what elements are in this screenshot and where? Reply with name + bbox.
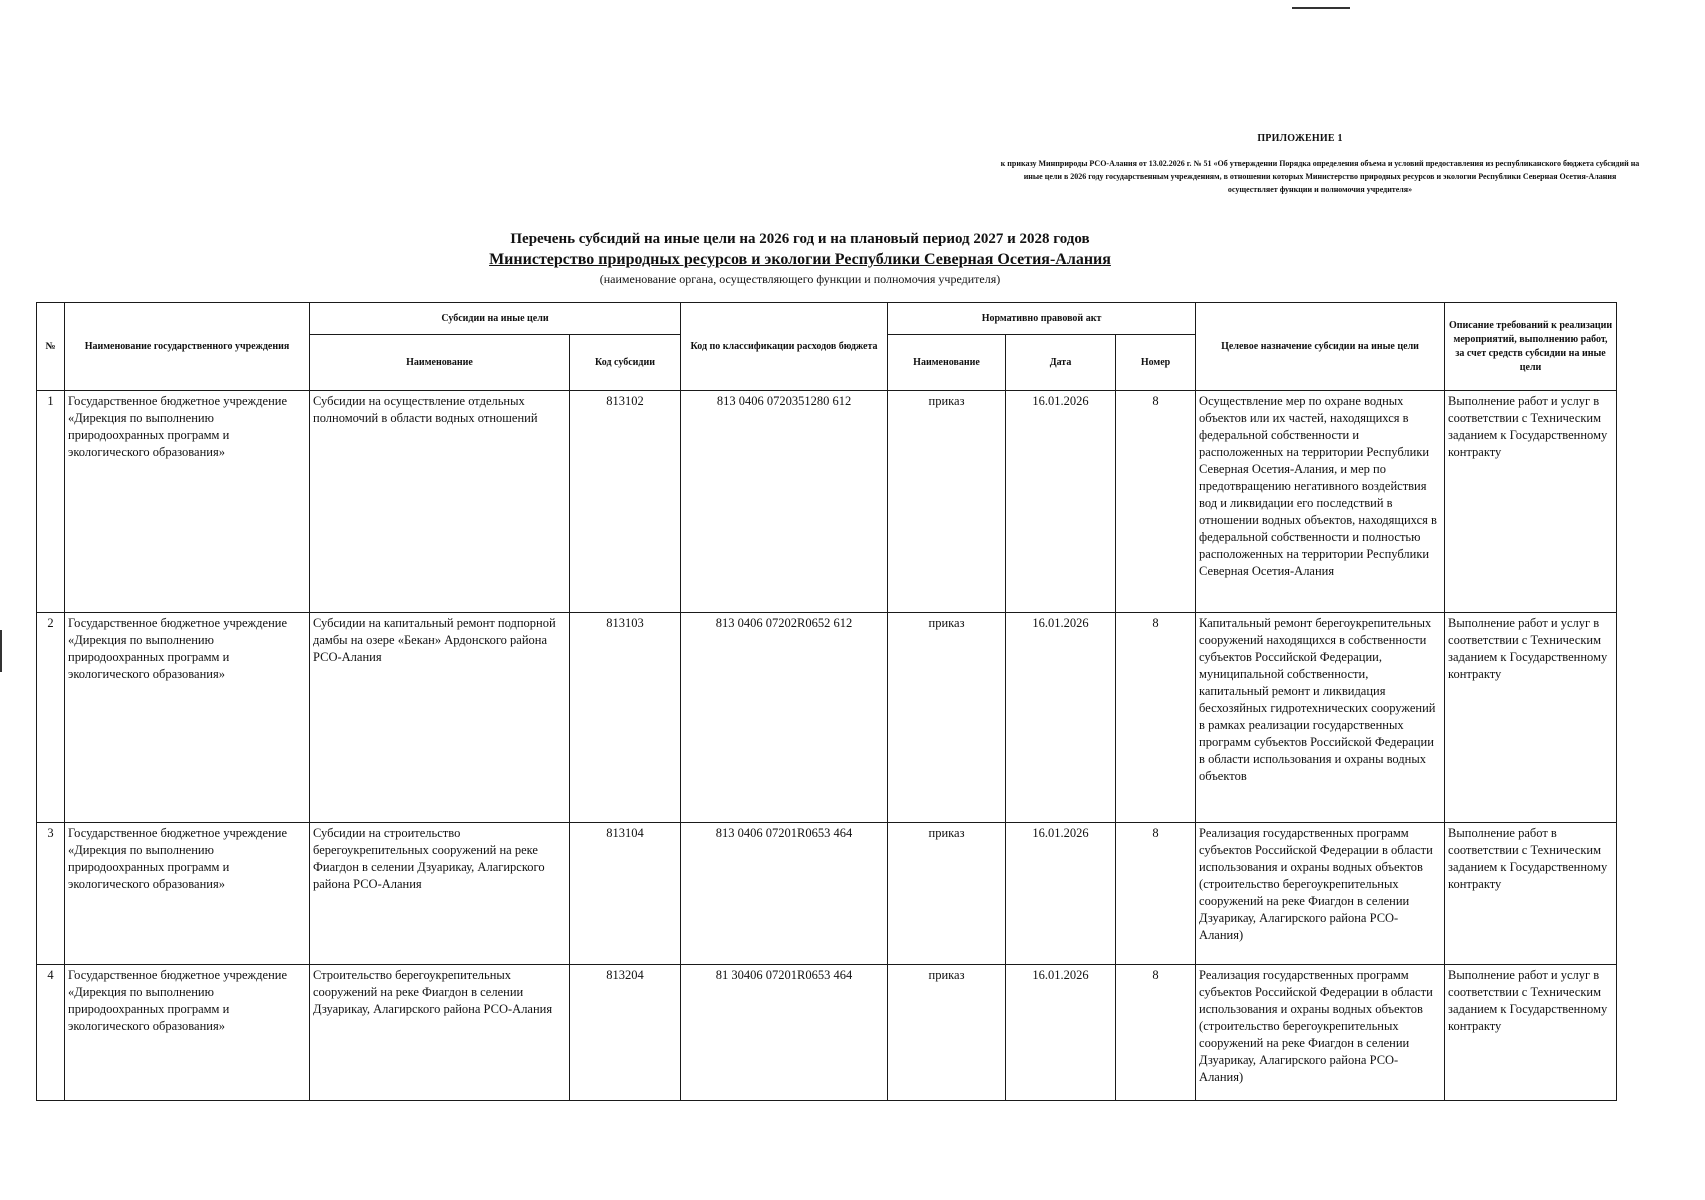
ministry-caption: (наименование органа, осуществляющего функции и полномочия учредителя) <box>599 272 1001 286</box>
row-act-date: 16.01.2026 <box>1006 823 1116 965</box>
row-institution: Государственное бюджетное учреждение «Дирекция по выполнению природоохранных программ и экологического образования» <box>65 823 310 965</box>
header-requirements: Описание требований к реализации мероприятий, выполнению работ, за счет средств субсидии на иные цели <box>1445 303 1617 391</box>
row-purpose: Реализация государственных программ субъектов Российской Федерации в области использования и охраны водных объектов (строительство берегоукрепительных сооружений на реке Фиагдон в селении Дзуарикау, Алагирского района РСО-Алания) <box>1196 965 1445 1101</box>
row-requirements: Выполнение работ и услуг в соответствии с Техническим заданием к Государственному контракту <box>1445 965 1617 1101</box>
row-budget-code: 813 0406 07202R0652 612 <box>681 613 888 823</box>
row-purpose <box>1196 391 1445 613</box>
table-row <box>37 613 1617 823</box>
header-institution: Наименование государственного учреждения <box>65 303 310 391</box>
row-subsidy-code: 813102 <box>570 391 681 613</box>
row-act-name: приказ <box>888 391 1006 613</box>
header-subsidies-group: Субсидии на иные цели <box>310 303 681 335</box>
table-row <box>37 823 1617 965</box>
row-budget-code: 813 0406 0720351280 612 <box>681 391 888 613</box>
row-subsidy-name: Субсидии на строительство берегоукрепительных сооружений на реке Фиагдон в селении Дзуарикау, Алагирского района РСО-Алания <box>310 823 570 965</box>
row-act-name: приказ <box>888 613 1006 823</box>
row-subsidy-name: Субсидии на капитальный ремонт подпорной дамбы на озере «Бекан» Ардонского района РСО-Алания <box>310 613 570 823</box>
table-row <box>37 391 1617 613</box>
table-row <box>37 965 1617 1101</box>
row-budget-code: 813 0406 07201R0653 464 <box>681 823 888 965</box>
row-act-name: приказ <box>888 823 1006 965</box>
row-subsidy-name: Субсидии на осуществление отдельных полномочий в области водных отношений <box>310 391 570 613</box>
header-act-name: Наименование <box>888 335 1006 391</box>
row-purpose: Капитальный ремонт берегоукрепительных сооружений находящихся в собственности субъектов Российской Федерации, муниципальной собственности, капитальный ремонт и ликвидация бесхозяйных гидротехнических сооружений в рамках реализации государственных программ субъектов Российской Федерации в области использования и охраны водных объектов <box>1196 613 1445 823</box>
row-requirements: Выполнение работ и услуг в соответствии с Техническим заданием к Государственному контракту <box>1445 391 1617 613</box>
row-act-number: 8 <box>1116 391 1196 613</box>
scan-artifact-margin-line <box>0 630 2 672</box>
document-title: Перечень субсидий на иные цели на 2026 год и на плановый период 2027 и 2028 годов <box>510 231 1090 247</box>
row-purpose: Реализация государственных программ субъектов Российской Федерации в области использования и охраны водных объектов (строительство берегоукрепительных сооружений на реке Фиагдон в селении Дзуарикау, Алагирского района РСО-Алания) <box>1196 823 1445 965</box>
appendix-title: ПРИЛОЖЕНИЕ 1 <box>1257 133 1343 144</box>
row-subsidy-code: 813204 <box>570 965 681 1101</box>
appendix-note: к приказу Минприроды РСО-Алания от 13.02.2026 г. № 51 «Об утверждении Порядка определения объема и условий предоставления из республиканского бюджета субсидий на иные цели в 2026 году государственным учреждениям, в отношении которых Министерство природных ресурсов и экологии Республики Северная Осетия-Алания осуществляет функции и полномочия учредителя» <box>1000 159 1640 194</box>
header-subsidy-name: Наименование <box>310 335 570 391</box>
header-subsidy-code: Код субсидии <box>570 335 681 391</box>
subsidies-table <box>36 302 1617 1101</box>
header-act-group: Нормативно правовой акт <box>888 303 1196 335</box>
row-institution: Государственное бюджетное учреждение «Дирекция по выполнению природоохранных программ и экологического образования» <box>65 613 310 823</box>
row-institution: Государственное бюджетное учреждение «Дирекция по выполнению природоохранных программ и экологического образования» <box>65 391 310 613</box>
row-act-date: 16.01.2026 <box>1006 391 1116 613</box>
scan-artifact-line <box>1292 7 1350 9</box>
row-act-date: 16.01.2026 <box>1006 613 1116 823</box>
row-subsidy-code: 813104 <box>570 823 681 965</box>
row-act-number: 8 <box>1116 823 1196 965</box>
header-num: № <box>37 303 65 391</box>
header-act-date: Дата <box>1006 335 1116 391</box>
row-act-date: 16.01.2026 <box>1006 965 1116 1101</box>
header-purpose: Целевое назначение субсидии на иные цели <box>1196 303 1445 391</box>
row-institution: Государственное бюджетное учреждение «Дирекция по выполнению природоохранных программ и экологического образования» <box>65 965 310 1101</box>
row-num: 1 <box>37 391 65 613</box>
header-act-number: Номер <box>1116 335 1196 391</box>
ministry-name: Министерство природных ресурсов и экологии Республики Северная Осетия-Алания <box>489 251 1111 268</box>
row-act-number: 8 <box>1116 965 1196 1101</box>
row-act-name: приказ <box>888 965 1006 1101</box>
row-num: 4 <box>37 965 65 1101</box>
row-purpose-text: Осуществление мер по охране водных объектов или их частей, находящихся в федеральной собственности и расположенных на территории Республики Северная Осетия-Алания, и мер по предотвращению негативного воздействия вод и ликвидации его последствий в отношении водных объектов, находящихся в федеральной собственности и полностью расположенных на территории Республики Северная Осетия-Алания <box>1199 394 1437 578</box>
row-requirements: Выполнение работ в соответствии с Техническим заданием к Государственному контракту <box>1445 823 1617 965</box>
row-num: 2 <box>37 613 65 823</box>
row-requirements: Выполнение работ и услуг в соответствии с Техническим заданием к Государственному контракту <box>1445 613 1617 823</box>
row-act-number: 8 <box>1116 613 1196 823</box>
row-subsidy-name: Строительство берегоукрепительных сооружений на реке Фиагдон в селении Дзуарикау, Алагирского района РСО-Алания <box>310 965 570 1101</box>
header-budget-code: Код по классификации расходов бюджета <box>681 303 888 391</box>
row-budget-code: 81 30406 07201R0653 464 <box>681 965 888 1101</box>
row-subsidy-code: 813103 <box>570 613 681 823</box>
row-num: 3 <box>37 823 65 965</box>
